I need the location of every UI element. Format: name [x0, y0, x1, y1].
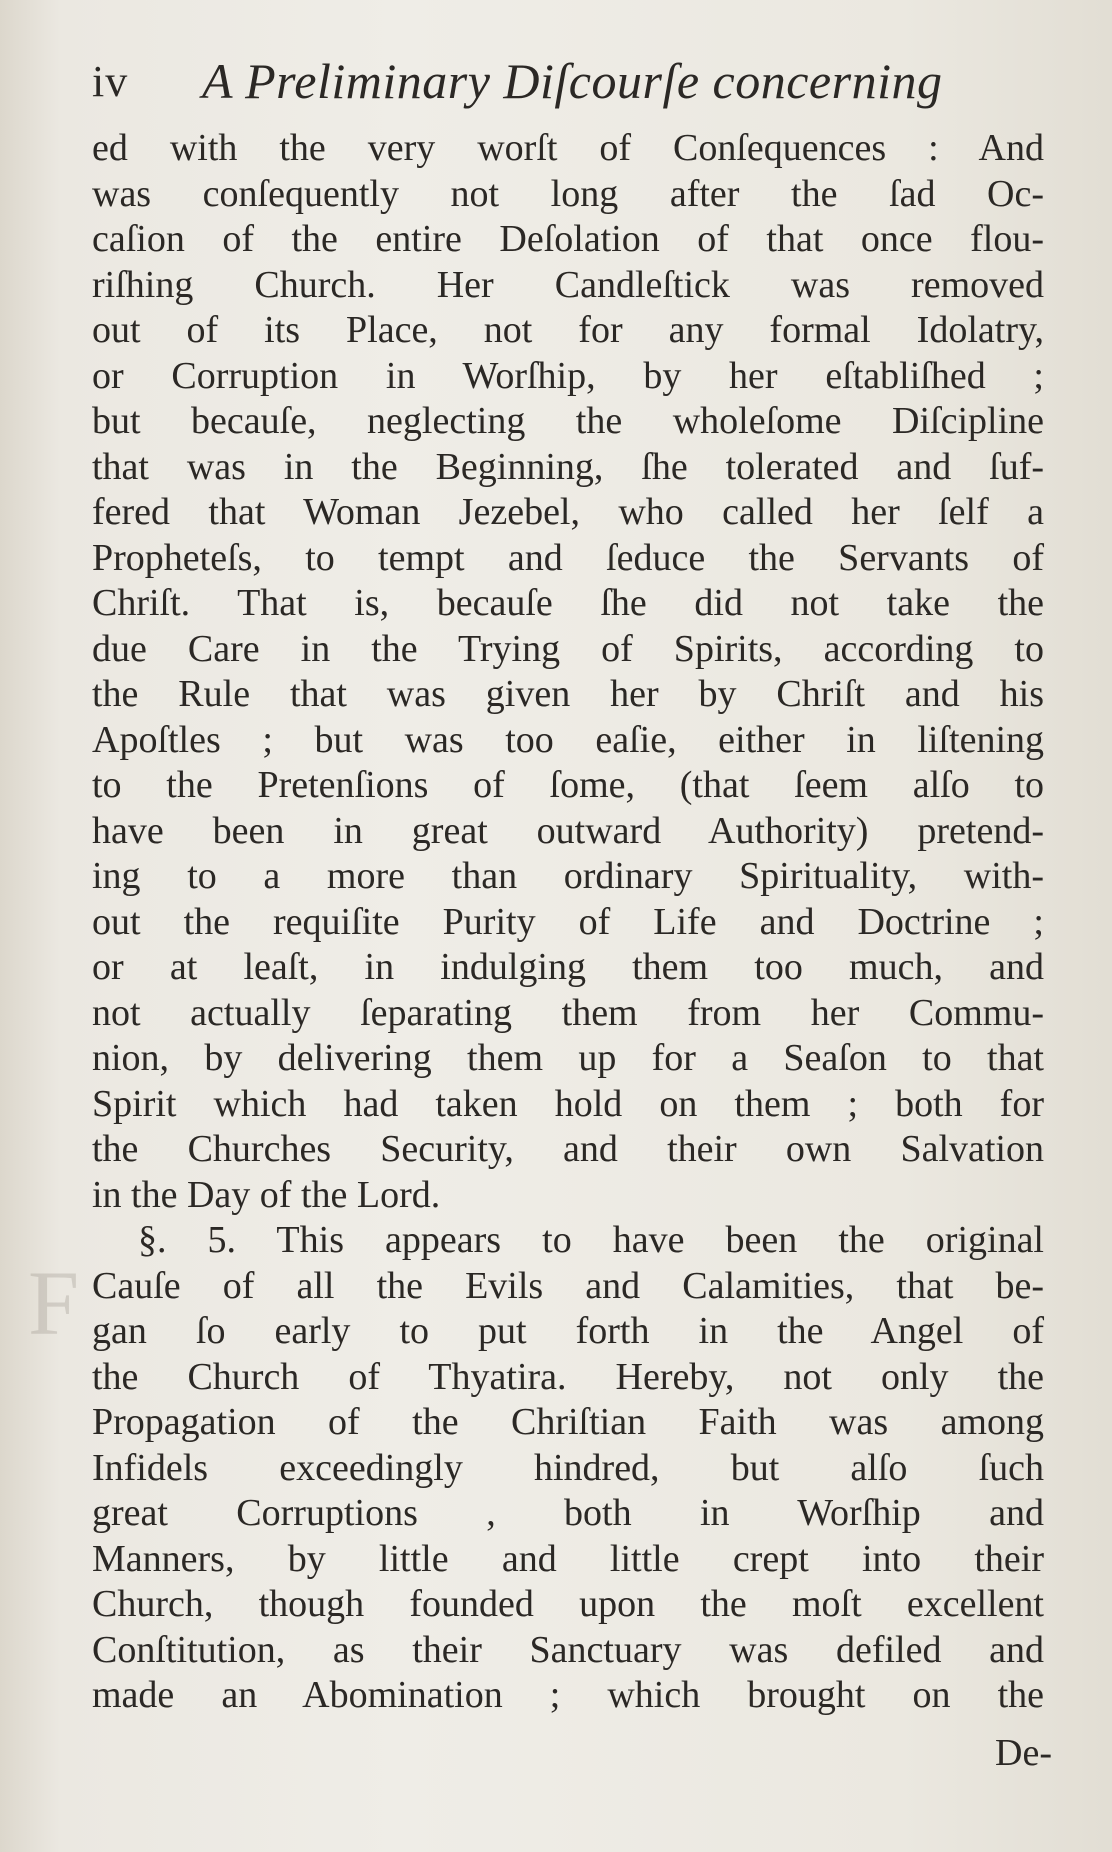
text-line: nion, by delivering them up for a Seaſon to that [92, 1037, 1044, 1079]
page-header [92, 48, 992, 118]
text-line: out of its Place, not for any formal Idolatry, [92, 309, 1044, 351]
body-text [92, 126, 1044, 1719]
text-line: or at leaſt, in indulging them too much, and [92, 946, 1044, 988]
text-line: §. 5. This appears to have been the original [138, 1219, 1044, 1261]
catchword: De- [995, 1732, 1052, 1774]
text-line: Church, though founded upon the moſt excellent [92, 1583, 1044, 1625]
text-line: Apoſtles ; but was too eaſie, either in liſtening [92, 718, 1044, 761]
text-line: caſion of the entire Deſolation of that once flou- [92, 218, 1044, 260]
text-line: great Corruptions , both in Worſhip and [92, 1492, 1044, 1534]
text-line: Propheteſs, to tempt and ſeduce the Servants of [92, 536, 1044, 579]
text-line: Cauſe of all the Evils and Calamities, that be- [92, 1264, 1044, 1307]
text-line: the Churches Security, and their own Salvation [92, 1128, 1044, 1170]
text-line: to the Pretenſions of ſome, (that ſeem alſo to [92, 764, 1044, 806]
text-line: was conſequently not long after the ſad Oc- [92, 172, 1044, 215]
text-line: that was in the Beginning, ſhe tolerated and ſuf- [92, 445, 1044, 488]
text-line: Chriſt. That is, becauſe ſhe did not take the [92, 582, 1044, 624]
text-line: ed with the very worſt of Conſequences : And [92, 127, 1044, 169]
running-head: A Preliminary Diſcourſe concerning [202, 53, 943, 109]
text-line: Spirit which had taken hold on them ; both for [92, 1082, 1044, 1125]
text-line: gan ſo early to put forth in the Angel of [92, 1310, 1044, 1352]
text-line: not actually ſeparating them from her Commu- [92, 991, 1044, 1034]
text-line: out the requiſite Purity of Life and Doctrine ; [92, 900, 1044, 943]
text-line: or Corruption in Worſhip, by her eſtabliſhed ; [92, 354, 1044, 397]
text-line: fered that Woman Jezebel, who called her ſelf a [92, 491, 1044, 533]
text-line: but becauſe, neglecting the wholeſome Diſcipline [92, 400, 1044, 442]
text-line: ing to a more than ordinary Spirituality, with- [92, 855, 1044, 897]
page-number: iv [92, 57, 129, 106]
show-through-mark: F [28, 1252, 80, 1354]
text-line: due Care in the Trying of Spirits, according to [92, 627, 1044, 670]
text-line: made an Abomination ; which brought on the [92, 1674, 1044, 1716]
text-line: Conſtitution, as their Sanctuary was defiled and [92, 1628, 1044, 1671]
text-line: in the Day of the Lord. [92, 1173, 441, 1216]
text-line: Manners, by little and little crept into their [92, 1537, 1044, 1580]
text-line: Infidels exceedingly hindred, but alſo ſuch [92, 1446, 1044, 1489]
text-line: riſhing Church. Her Candleſtick was removed [92, 263, 1044, 306]
text-line: the Rule that was given her by Chriſt and his [92, 673, 1044, 715]
text-line: the Church of Thyatira. Hereby, not only the [92, 1355, 1044, 1398]
text-line: have been in great outward Authority) pretend- [92, 809, 1044, 852]
text-line: Propagation of the Chriſtian Faith was among [92, 1401, 1044, 1443]
